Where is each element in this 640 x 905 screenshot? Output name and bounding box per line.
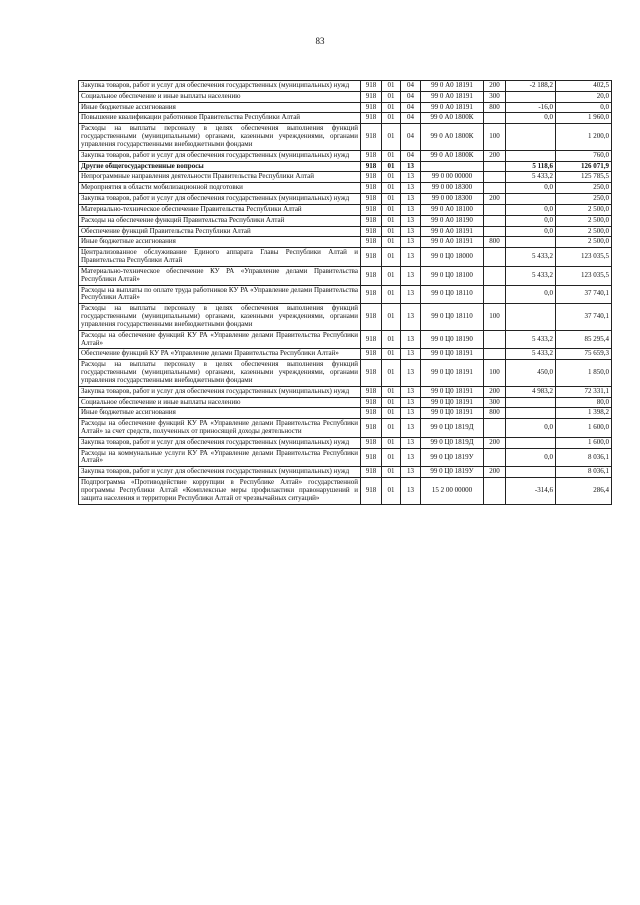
row-name-cell: Мероприятия в области мобилизационной подготовки xyxy=(79,183,361,194)
target-article-cell: 99 0 00 18300 xyxy=(421,194,484,205)
ministry-code-cell: 918 xyxy=(361,386,382,397)
table-row xyxy=(79,397,612,408)
table-row xyxy=(79,448,612,467)
subsection-code-cell: 13 xyxy=(401,448,421,467)
section-code-cell: 01 xyxy=(382,215,401,226)
ministry-code-cell: 918 xyxy=(361,478,382,504)
section-code-cell: 01 xyxy=(382,226,401,237)
ministry-code-cell: 918 xyxy=(361,124,382,150)
change-amount-cell: 5 433,2 xyxy=(506,330,556,349)
change-amount-cell xyxy=(506,304,556,330)
section-code-cell: 01 xyxy=(382,81,401,92)
table-row xyxy=(79,237,612,248)
expense-type-cell: 200 xyxy=(484,386,506,397)
total-amount-cell: 2 500,0 xyxy=(556,237,612,248)
change-amount-cell: 5 118,6 xyxy=(506,161,556,172)
change-amount-cell xyxy=(506,91,556,102)
subsection-code-cell: 13 xyxy=(401,304,421,330)
total-amount-cell: 8 036,1 xyxy=(556,467,612,478)
ministry-code-cell: 918 xyxy=(361,172,382,183)
table-row xyxy=(79,330,612,349)
change-amount-cell xyxy=(506,408,556,419)
row-name-cell: Закупка товаров, работ и услуг для обеспечения государственных (муниципальных) нужд xyxy=(79,386,361,397)
expense-type-cell: 200 xyxy=(484,467,506,478)
total-amount-cell: 8 036,1 xyxy=(556,448,612,467)
table-body xyxy=(79,81,612,505)
ministry-code-cell: 918 xyxy=(361,397,382,408)
subsection-code-cell: 13 xyxy=(401,330,421,349)
subsection-code-cell: 04 xyxy=(401,113,421,124)
row-name-cell: Иные бюджетные ассигнования xyxy=(79,237,361,248)
section-code-cell: 01 xyxy=(382,478,401,504)
total-amount-cell: 37 740,1 xyxy=(556,304,612,330)
ministry-code-cell: 918 xyxy=(361,304,382,330)
expense-type-cell xyxy=(484,419,506,438)
total-amount-cell: 286,4 xyxy=(556,478,612,504)
total-amount-cell: 1 600,0 xyxy=(556,419,612,438)
total-amount-cell: 2 500,0 xyxy=(556,226,612,237)
target-article-cell: 99 0 А0 18191 xyxy=(421,102,484,113)
expense-type-cell: 200 xyxy=(484,81,506,92)
target-article-cell: 99 0 А0 1800К xyxy=(421,150,484,161)
table-row xyxy=(79,266,612,285)
expense-type-cell xyxy=(484,349,506,360)
subsection-code-cell: 13 xyxy=(401,349,421,360)
section-code-cell: 01 xyxy=(382,266,401,285)
table-row xyxy=(79,437,612,448)
section-code-cell: 01 xyxy=(382,194,401,205)
target-article-cell: 99 0 А0 18191 xyxy=(421,226,484,237)
change-amount-cell xyxy=(506,237,556,248)
subsection-code-cell: 04 xyxy=(401,91,421,102)
table-row xyxy=(79,113,612,124)
target-article-cell: 99 0 Ц0 1819Д xyxy=(421,419,484,438)
target-article-cell: 99 0 Ц0 18110 xyxy=(421,304,484,330)
ministry-code-cell: 918 xyxy=(361,237,382,248)
section-code-cell: 01 xyxy=(382,161,401,172)
table-row xyxy=(79,150,612,161)
subsection-code-cell: 13 xyxy=(401,437,421,448)
table-row xyxy=(79,285,612,304)
total-amount-cell: 75 659,3 xyxy=(556,349,612,360)
target-article-cell: 99 0 Ц0 18191 xyxy=(421,408,484,419)
ministry-code-cell: 918 xyxy=(361,113,382,124)
target-article-cell: 99 0 Ц0 1819У xyxy=(421,467,484,478)
table-row xyxy=(79,408,612,419)
subsection-code-cell: 13 xyxy=(401,360,421,386)
expense-type-cell: 800 xyxy=(484,102,506,113)
section-code-cell: 01 xyxy=(382,285,401,304)
expense-type-cell xyxy=(484,330,506,349)
subsection-code-cell: 13 xyxy=(401,266,421,285)
row-name-cell: Закупка товаров, работ и услуг для обеспечения государственных (муниципальных) нужд xyxy=(79,81,361,92)
row-name-cell: Иные бюджетные ассигнования xyxy=(79,408,361,419)
row-name-cell: Расходы на обеспечение функций Правительства Республики Алтай xyxy=(79,215,361,226)
ministry-code-cell: 918 xyxy=(361,161,382,172)
section-code-cell: 01 xyxy=(382,330,401,349)
total-amount-cell: 123 035,5 xyxy=(556,266,612,285)
row-name-cell: Обеспечение функций Правительства Республики Алтай xyxy=(79,226,361,237)
expense-type-cell: 200 xyxy=(484,437,506,448)
total-amount-cell: 2 500,0 xyxy=(556,215,612,226)
change-amount-cell: -314,6 xyxy=(506,478,556,504)
table-row xyxy=(79,183,612,194)
subsection-code-cell: 13 xyxy=(401,397,421,408)
ministry-code-cell: 918 xyxy=(361,204,382,215)
total-amount-cell: 1 960,0 xyxy=(556,113,612,124)
total-amount-cell: 1 600,0 xyxy=(556,437,612,448)
section-code-cell: 01 xyxy=(382,124,401,150)
subsection-code-cell: 13 xyxy=(401,478,421,504)
change-amount-cell: 4 983,2 xyxy=(506,386,556,397)
row-name-cell: Другие общегосударственные вопросы xyxy=(79,161,361,172)
section-code-cell: 01 xyxy=(382,408,401,419)
total-amount-cell: 72 331,1 xyxy=(556,386,612,397)
subsection-code-cell: 13 xyxy=(401,215,421,226)
subsection-code-cell: 13 xyxy=(401,204,421,215)
table-row xyxy=(79,172,612,183)
target-article-cell: 15 2 00 00000 xyxy=(421,478,484,504)
table-row xyxy=(79,226,612,237)
expense-type-cell xyxy=(484,478,506,504)
expense-type-cell: 800 xyxy=(484,237,506,248)
section-code-cell: 01 xyxy=(382,386,401,397)
row-name-cell: Закупка товаров, работ и услуг для обеспечения государственных (муниципальных) нужд xyxy=(79,437,361,448)
row-name-cell: Материально-техническое обеспечение Правительства Республики Алтай xyxy=(79,204,361,215)
change-amount-cell: 0,0 xyxy=(506,204,556,215)
expense-type-cell: 300 xyxy=(484,397,506,408)
target-article-cell: 99 0 А0 1800К xyxy=(421,124,484,150)
target-article-cell: 99 0 Ц0 18191 xyxy=(421,360,484,386)
row-name-cell: Социальное обеспечение и иные выплаты населению xyxy=(79,397,361,408)
target-article-cell: 99 0 А0 1800К xyxy=(421,113,484,124)
ministry-code-cell: 918 xyxy=(361,360,382,386)
ministry-code-cell: 918 xyxy=(361,248,382,267)
expense-type-cell xyxy=(484,448,506,467)
expense-type-cell xyxy=(484,226,506,237)
expense-type-cell xyxy=(484,215,506,226)
row-name-cell: Повышение квалификации работников Правительства Республики Алтай xyxy=(79,113,361,124)
section-code-cell: 01 xyxy=(382,397,401,408)
table-row xyxy=(79,215,612,226)
subsection-code-cell: 13 xyxy=(401,419,421,438)
subsection-code-cell: 04 xyxy=(401,150,421,161)
expense-type-cell xyxy=(484,172,506,183)
row-name-cell: Расходы на выплаты по оплате труда работников КУ РА «Управление делами Правительства Республики Алтай» xyxy=(79,285,361,304)
change-amount-cell: 0,0 xyxy=(506,285,556,304)
expense-type-cell: 300 xyxy=(484,91,506,102)
subsection-code-cell: 13 xyxy=(401,183,421,194)
total-amount-cell: 402,5 xyxy=(556,81,612,92)
expense-type-cell: 200 xyxy=(484,194,506,205)
table-row xyxy=(79,349,612,360)
target-article-cell: 99 0 А0 18191 xyxy=(421,81,484,92)
expense-type-cell xyxy=(484,161,506,172)
section-code-cell: 01 xyxy=(382,237,401,248)
expense-type-cell xyxy=(484,204,506,215)
subsection-code-cell: 13 xyxy=(401,248,421,267)
subsection-code-cell: 04 xyxy=(401,102,421,113)
row-name-cell: Расходы на обеспечение функций КУ РА «Управление делами Правительства Республики Алтай» за счет средств, полученных от приносящей доходы деятельности xyxy=(79,419,361,438)
row-name-cell: Расходы на выплаты персоналу в целях обеспечения выполнения функций государственными (муниципальными) органами, казенными учреждениями, органами управления государственными внебюджетными фондами xyxy=(79,124,361,150)
change-amount-cell: 5 433,2 xyxy=(506,248,556,267)
total-amount-cell: 250,0 xyxy=(556,194,612,205)
subsection-code-cell: 13 xyxy=(401,226,421,237)
section-code-cell: 01 xyxy=(382,150,401,161)
ministry-code-cell: 918 xyxy=(361,330,382,349)
ministry-code-cell: 918 xyxy=(361,419,382,438)
section-code-cell: 01 xyxy=(382,248,401,267)
expense-type-cell: 100 xyxy=(484,124,506,150)
expense-type-cell xyxy=(484,285,506,304)
change-amount-cell: 0,0 xyxy=(506,215,556,226)
total-amount-cell: 1 200,0 xyxy=(556,124,612,150)
total-amount-cell: 250,0 xyxy=(556,183,612,194)
subsection-code-cell: 13 xyxy=(401,172,421,183)
section-code-cell: 01 xyxy=(382,172,401,183)
row-name-cell: Закупка товаров, работ и услуг для обеспечения государственных (муниципальных) нужд xyxy=(79,194,361,205)
table-row xyxy=(79,386,612,397)
table-row xyxy=(79,161,612,172)
section-code-cell: 01 xyxy=(382,448,401,467)
change-amount-cell: 5 433,2 xyxy=(506,172,556,183)
change-amount-cell xyxy=(506,150,556,161)
expense-type-cell: 200 xyxy=(484,150,506,161)
row-name-cell: Подпрограмма «Противодействие коррупции в Республике Алтай» государственной программы Республики Алтай «Комплексные меры профилактики правонарушений и защита населения и территории Республики Алтай от чрезвычайных ситуаций» xyxy=(79,478,361,504)
target-article-cell: 99 0 А0 18191 xyxy=(421,237,484,248)
total-amount-cell: 80,0 xyxy=(556,397,612,408)
total-amount-cell: 0,0 xyxy=(556,102,612,113)
row-name-cell: Иные бюджетные ассигнования xyxy=(79,102,361,113)
section-code-cell: 01 xyxy=(382,113,401,124)
table-row xyxy=(79,102,612,113)
expense-type-cell: 100 xyxy=(484,360,506,386)
row-name-cell: Расходы на выплаты персоналу в целях обеспечения выполнения функций государственными (муниципальными) органами, казенными учреждениями, органами управления государственными внебюджетными фондами xyxy=(79,360,361,386)
ministry-code-cell: 918 xyxy=(361,448,382,467)
target-article-cell: 99 0 Ц0 18191 xyxy=(421,349,484,360)
section-code-cell: 01 xyxy=(382,183,401,194)
table-row xyxy=(79,467,612,478)
total-amount-cell: 760,0 xyxy=(556,150,612,161)
section-code-cell: 01 xyxy=(382,304,401,330)
total-amount-cell: 123 035,5 xyxy=(556,248,612,267)
target-article-cell: 99 0 А0 18100 xyxy=(421,204,484,215)
total-amount-cell: 37 740,1 xyxy=(556,285,612,304)
section-code-cell: 01 xyxy=(382,102,401,113)
expense-type-cell: 800 xyxy=(484,408,506,419)
subsection-code-cell: 13 xyxy=(401,285,421,304)
section-code-cell: 01 xyxy=(382,349,401,360)
target-article-cell: 99 0 Ц0 18191 xyxy=(421,386,484,397)
expense-type-cell xyxy=(484,248,506,267)
change-amount-cell xyxy=(506,397,556,408)
section-code-cell: 01 xyxy=(382,437,401,448)
table-row xyxy=(79,304,612,330)
table-row xyxy=(79,204,612,215)
table-row xyxy=(79,248,612,267)
change-amount-cell xyxy=(506,467,556,478)
subsection-code-cell: 13 xyxy=(401,161,421,172)
row-name-cell: Обеспечение функций КУ РА «Управление делами Правительства Республики Алтай» xyxy=(79,349,361,360)
target-article-cell: 99 0 Ц0 18191 xyxy=(421,397,484,408)
target-article-cell: 99 0 00 00000 xyxy=(421,172,484,183)
ministry-code-cell: 918 xyxy=(361,437,382,448)
subsection-code-cell: 04 xyxy=(401,81,421,92)
table-row xyxy=(79,360,612,386)
change-amount-cell: 0,0 xyxy=(506,113,556,124)
expense-type-cell xyxy=(484,113,506,124)
change-amount-cell xyxy=(506,437,556,448)
ministry-code-cell: 918 xyxy=(361,266,382,285)
target-article-cell xyxy=(421,161,484,172)
table-row xyxy=(79,91,612,102)
total-amount-cell: 126 071,9 xyxy=(556,161,612,172)
change-amount-cell xyxy=(506,124,556,150)
total-amount-cell: 85 295,4 xyxy=(556,330,612,349)
row-name-cell: Расходы на коммунальные услуги КУ РА «Управление делами Правительства Республики Алтай» xyxy=(79,448,361,467)
change-amount-cell: 0,0 xyxy=(506,419,556,438)
subsection-code-cell: 13 xyxy=(401,467,421,478)
target-article-cell: 99 0 Ц0 18100 xyxy=(421,266,484,285)
table-row xyxy=(79,81,612,92)
section-code-cell: 01 xyxy=(382,419,401,438)
ministry-code-cell: 918 xyxy=(361,408,382,419)
total-amount-cell: 125 785,5 xyxy=(556,172,612,183)
table-row xyxy=(79,194,612,205)
change-amount-cell: 5 433,2 xyxy=(506,349,556,360)
change-amount-cell: -2 188,2 xyxy=(506,81,556,92)
budget-table xyxy=(78,80,612,505)
expense-type-cell xyxy=(484,183,506,194)
row-name-cell: Расходы на обеспечение функций КУ РА «Управление делами Правительства Республики Алтай» xyxy=(79,330,361,349)
expense-type-cell: 100 xyxy=(484,304,506,330)
target-article-cell: 99 0 А0 18190 xyxy=(421,215,484,226)
row-name-cell: Материально-техническое обеспечение КУ РА «Управление делами Правительства Республики Алтай» xyxy=(79,266,361,285)
ministry-code-cell: 918 xyxy=(361,91,382,102)
total-amount-cell: 20,0 xyxy=(556,91,612,102)
ministry-code-cell: 918 xyxy=(361,467,382,478)
section-code-cell: 01 xyxy=(382,204,401,215)
section-code-cell: 01 xyxy=(382,360,401,386)
subsection-code-cell: 13 xyxy=(401,237,421,248)
total-amount-cell: 1 398,2 xyxy=(556,408,612,419)
row-name-cell: Непрограммные направления деятельности Правительства Республики Алтай xyxy=(79,172,361,183)
ministry-code-cell: 918 xyxy=(361,81,382,92)
ministry-code-cell: 918 xyxy=(361,183,382,194)
change-amount-cell: 0,0 xyxy=(506,183,556,194)
table-row xyxy=(79,478,612,504)
change-amount-cell: 0,0 xyxy=(506,448,556,467)
change-amount-cell: 5 433,2 xyxy=(506,266,556,285)
ministry-code-cell: 918 xyxy=(361,349,382,360)
row-name-cell: Централизованное обслуживание Единого аппарата Главы Республики Алтай и Правительства Республики Алтай xyxy=(79,248,361,267)
ministry-code-cell: 918 xyxy=(361,285,382,304)
target-article-cell: 99 0 00 18300 xyxy=(421,183,484,194)
row-name-cell: Социальное обеспечение и иные выплаты населению xyxy=(79,91,361,102)
section-code-cell: 01 xyxy=(382,467,401,478)
change-amount-cell: -16,0 xyxy=(506,102,556,113)
target-article-cell: 99 0 Ц0 1819У xyxy=(421,448,484,467)
total-amount-cell: 1 850,0 xyxy=(556,360,612,386)
ministry-code-cell: 918 xyxy=(361,215,382,226)
target-article-cell: 99 0 Ц0 18190 xyxy=(421,330,484,349)
ministry-code-cell: 918 xyxy=(361,194,382,205)
ministry-code-cell: 918 xyxy=(361,102,382,113)
table-row xyxy=(79,419,612,438)
ministry-code-cell: 918 xyxy=(361,150,382,161)
section-code-cell: 01 xyxy=(382,91,401,102)
change-amount-cell xyxy=(506,194,556,205)
row-name-cell: Закупка товаров, работ и услуг для обеспечения государственных (муниципальных) нужд xyxy=(79,467,361,478)
table-row xyxy=(79,124,612,150)
page-number: 83 xyxy=(315,36,325,46)
subsection-code-cell: 04 xyxy=(401,124,421,150)
target-article-cell: 99 0 А0 18191 xyxy=(421,91,484,102)
change-amount-cell: 0,0 xyxy=(506,226,556,237)
change-amount-cell: 450,0 xyxy=(506,360,556,386)
target-article-cell: 99 0 Ц0 1819Д xyxy=(421,437,484,448)
target-article-cell: 99 0 Ц0 18000 xyxy=(421,248,484,267)
ministry-code-cell: 918 xyxy=(361,226,382,237)
row-name-cell: Закупка товаров, работ и услуг для обеспечения государственных (муниципальных) нужд xyxy=(79,150,361,161)
row-name-cell: Расходы на выплаты персоналу в целях обеспечения выполнения функций государственными (муниципальными) органами, казенными учреждениями, органами управления государственными внебюджетными фондами xyxy=(79,304,361,330)
subsection-code-cell: 13 xyxy=(401,386,421,397)
subsection-code-cell: 13 xyxy=(401,194,421,205)
target-article-cell: 99 0 Ц0 18110 xyxy=(421,285,484,304)
total-amount-cell: 2 500,0 xyxy=(556,204,612,215)
subsection-code-cell: 13 xyxy=(401,408,421,419)
expense-type-cell xyxy=(484,266,506,285)
